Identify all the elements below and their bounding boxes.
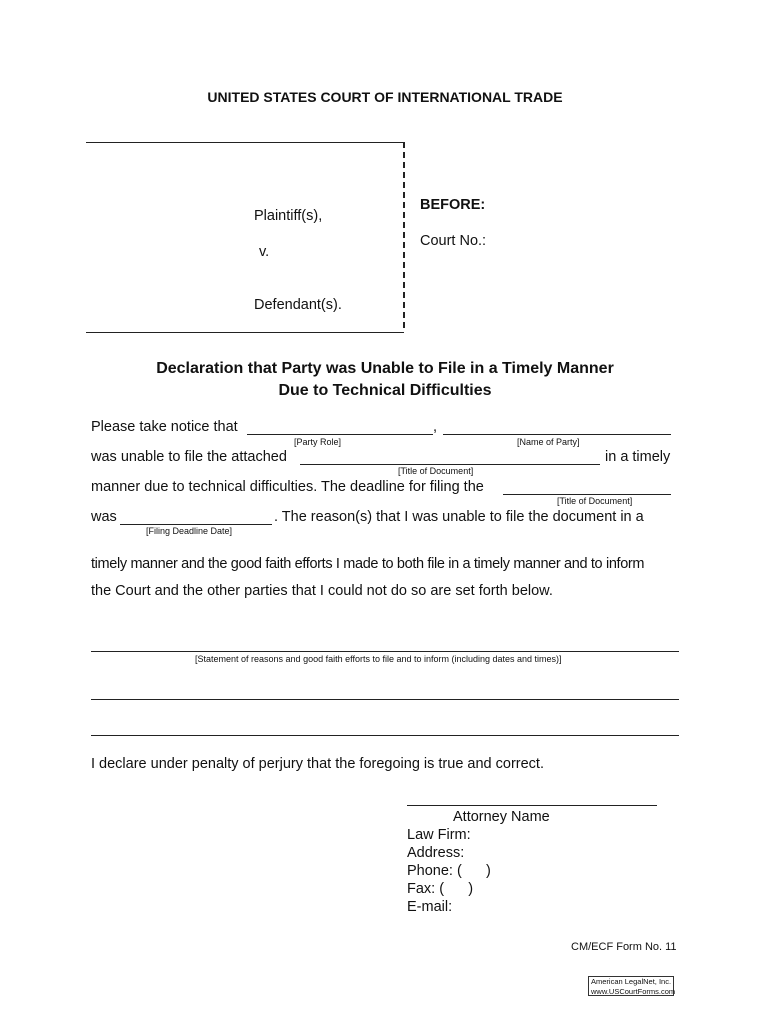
document-title-line2: Due to Technical Difficulties: [278, 382, 492, 399]
publisher-box: [588, 976, 674, 996]
court-number-label: Court No.:: [420, 233, 487, 249]
court-name: UNITED STATES COURT OF INTERNATIONAL TRADE: [207, 89, 563, 105]
statement-line-1[interactable]: [91, 651, 679, 652]
party-name-hint: [Name of Party]: [517, 437, 580, 447]
document-title-hint: [Title of Document]: [398, 466, 474, 476]
filing-deadline-blank[interactable]: [120, 510, 272, 525]
fax-label: Fax: ( ): [407, 881, 474, 897]
filing-deadline-hint: [Filing Deadline Date]: [146, 526, 233, 536]
in-a-timely-text: in a timely: [605, 449, 671, 465]
publisher-url: www.USCourtForms.com: [591, 986, 676, 996]
statement-line-2[interactable]: [91, 699, 679, 700]
law-firm-label: Law Firm:: [407, 827, 471, 843]
set-forth-text: the Court and the other parties that I could not do so are set forth below.: [91, 583, 553, 599]
caption-bottom-rule: [86, 332, 404, 333]
document-title-hint-2: [Title of Document]: [557, 496, 633, 506]
deadline-text: manner due to technical difficulties. The deadline for filing the: [91, 479, 484, 495]
party-role-blank[interactable]: [247, 420, 433, 435]
caption-divider: [403, 142, 405, 328]
phone-label: Phone: ( ): [407, 863, 491, 879]
document-title-line1: Declaration that Party was Unable to File in a Timely Manner: [156, 360, 614, 377]
party-role-hint: [Party Role]: [294, 437, 342, 447]
statement-hint: [Statement of reasons and good faith efforts to file and to inform (including dates and times)]: [195, 654, 562, 664]
publisher-name: American LegalNet, Inc.: [591, 977, 672, 986]
signature-line[interactable]: [407, 805, 657, 806]
document-title-blank-2[interactable]: [503, 480, 671, 495]
reasons-text: . The reason(s) that I was unable to file the document in a: [274, 509, 644, 525]
versus-label: v.: [259, 244, 270, 260]
party-name-blank[interactable]: [443, 420, 671, 435]
address-label: Address:: [407, 845, 465, 861]
comma: ,: [433, 419, 438, 435]
email-label: E-mail:: [407, 899, 453, 915]
statement-line-3[interactable]: [91, 735, 679, 736]
document-title-blank[interactable]: [300, 450, 600, 465]
defendant-label: Defendant(s).: [254, 297, 342, 313]
was-text: was: [91, 509, 117, 525]
attorney-name: Attorney Name: [453, 809, 550, 825]
notice-text: Please take notice that: [91, 419, 238, 435]
form-number: CM/ECF Form No. 11: [571, 941, 677, 953]
timely-manner-text: timely manner and the good faith efforts I made to both file in a timely manner and to inform: [91, 556, 645, 572]
declaration-text: I declare under penalty of perjury that the foregoing is true and correct.: [91, 756, 544, 772]
unable-to-file-text: was unable to file the attached: [91, 449, 287, 465]
before-label: BEFORE:: [420, 197, 486, 213]
plaintiff-label: Plaintiff(s),: [254, 208, 323, 224]
caption-top-rule: [86, 142, 404, 143]
